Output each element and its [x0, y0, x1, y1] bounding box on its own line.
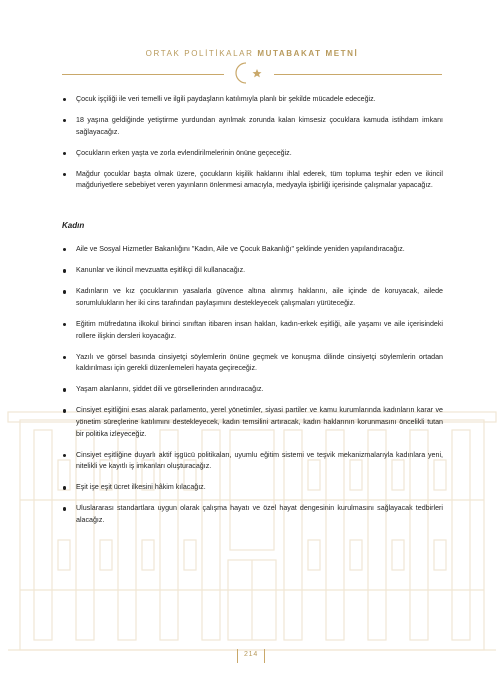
list-item: Aile ve Sosyal Hizmetler Bakanlığını "Kadın, Aile ve Çocuk Bakanlığı" şeklinde yeniden yapılandıracağız. — [62, 244, 443, 256]
page-content — [62, 94, 443, 527]
header-title-bold: MUTABAKAT METNİ — [257, 49, 359, 58]
list-item: Mağdur çocuklar başta olmak üzere, çocukların kişilik haklarını ihlal ederek, tüm topluma teşhir eden ve ikincil mağduriyetlere sebebiyet veren yayınların önlenmesi amacıyla, medyayla işbirliği içerisinde çalışmalar yapacağız. — [62, 169, 443, 192]
ornament-divider-left — [62, 74, 224, 75]
list-item: Yazılı ve görsel basında cinsiyetçi söylemlerin önüne geçmek ve konuşma dilinde cinsiyetçi söylemlerin ortadan kaldırılması için gerekli düzenlemeleri hayata geçireceğiz. — [62, 352, 443, 375]
header-title-normal: ORTAK POLİTİKALAR — [145, 49, 254, 58]
bullet-list-children — [62, 94, 443, 192]
list-item: Çocukların erken yaşta ve zorla evlendirilmelerinin önüne geçeceğiz. — [62, 148, 443, 160]
list-item: Yaşam alanlarını, şiddet dili ve görsellerinden arındıracağız. — [62, 384, 443, 396]
list-item: Çocuk işçiliği ile veri temelli ve ilgili paydaşların katılımıyla planlı bir şekilde mücadele edeceğiz. — [62, 94, 443, 106]
ornament-divider-right — [274, 74, 442, 75]
crescent-star-icon — [232, 61, 266, 85]
page-number-box — [237, 649, 265, 663]
list-item: 18 yaşına geldiğinde yetiştirme yurdundan ayrılmak zorunda kalan kimsesiz çocuklara kamuda istihdam imkanı sağlayacağız. — [62, 115, 443, 138]
page-number: 214 — [243, 651, 259, 658]
list-item: Eşit işe eşit ücret ilkesini hâkim kılacağız. — [62, 482, 443, 494]
list-item: Cinsiyet eşitliğine duyarlı aktif işgücü politikaları, uyumlu eğitim sistemi ve teşvik mekanizmalarıyla kadınlara yeni, nitelikli ve kayıtlı iş imkanları oluşturacağız. — [62, 450, 443, 473]
list-item: Eğitim müfredatına ilkokul birinci sınıftan itibaren insan hakları, kadın-erkek eşitliği, aile yaşamı ve aile içerisindeki rollere ilişkin dersleri koyacağız. — [62, 319, 443, 342]
list-item: Kadınların ve kız çocuklarının yasalarla güvence altına alınmış haklarını, aile içinde de koruyacak, ailede sorumlulukların her iki cins tarafından paylaşımını destekleyecek çalışmaları yürüteceğiz. — [62, 286, 443, 309]
list-item: Kanunlar ve ikincil mevzuatta eşitlikçi dil kullanacağız. — [62, 265, 443, 277]
section-heading-kadin: Kadın — [62, 221, 85, 231]
list-item: Cinsiyet eşitliğini esas alarak parlamento, yerel yönetimler, siyasi partiler ve kamu kurumlarında kadınların karar ve yönetim süreçlerine katılımını destekleyecek, kadın temsilini artıracak, kadın haklarının korunmasını öncelikli tutan bir politika izleyeceğiz. — [62, 405, 443, 440]
list-item: Uluslararası standartlara uygun olarak çalışma hayatı ve özel hayat dengesinin kurulmasını sağlayacak tedbirleri alacağız. — [62, 503, 443, 526]
header-title — [0, 49, 504, 58]
bullet-list-women — [62, 244, 443, 527]
